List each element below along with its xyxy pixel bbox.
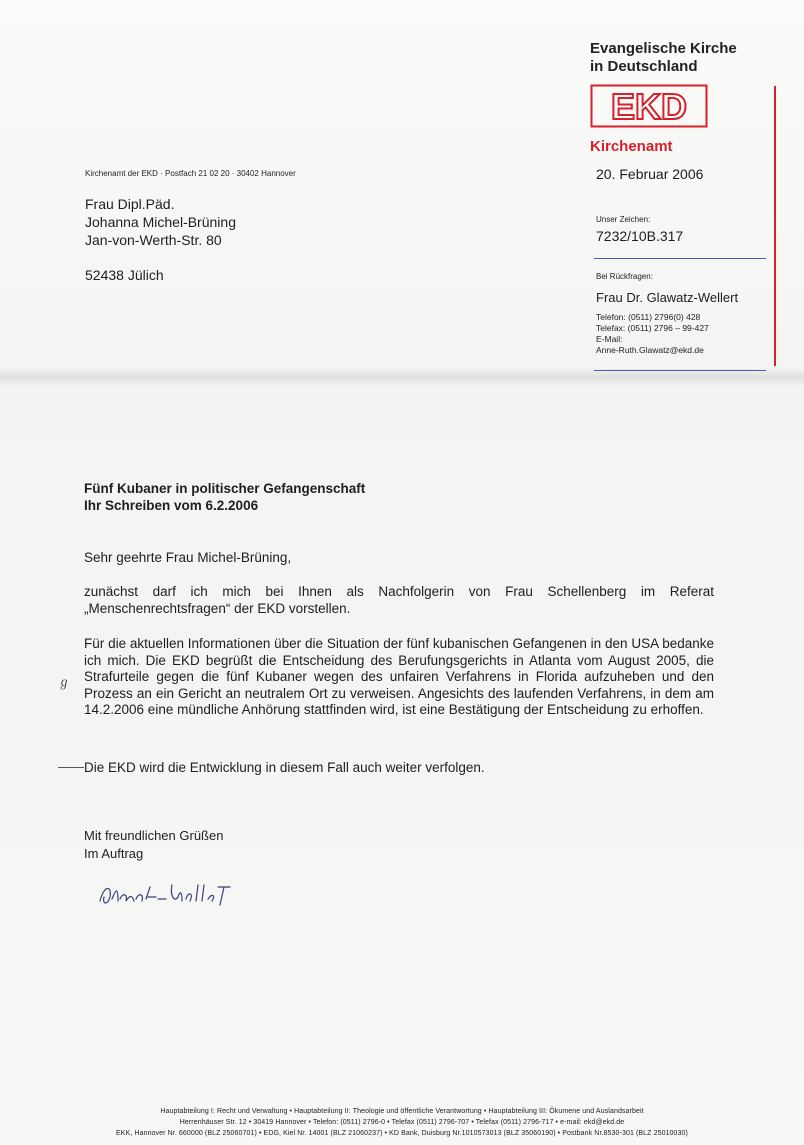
letter-date: 20. Februar 2006 bbox=[596, 166, 704, 182]
recipient-line1: Frau Dipl.Päd. bbox=[85, 196, 175, 212]
footer-address: Herrenhäuser Str. 12 • 30419 Hannover • Telefon: (0511) 2796-0 • Telefax (0511) 2796-707 • Telefax (0511) 2796-717 • e-mail: ekd@ekd.de bbox=[179, 1119, 625, 1126]
subject-line1: Fünf Kubaner in politischer Gefangenschaft bbox=[84, 481, 366, 496]
subject-line2: Ihr Schreiben vom 6.2.2006 bbox=[84, 498, 259, 513]
footer-bank: EKK, Hannover Nr. 660000 (BLZ 25060701) • EDG, Kiel Nr. 14001 (BLZ 21060237) • KD Bank, Duisburg Nr.1010573013 (BLZ 35060190) • Postbank Nr.8530-301 (BLZ 25010030) bbox=[116, 1130, 688, 1137]
contact-label: Bei Rückfragen: bbox=[596, 272, 653, 281]
reference-divider bbox=[594, 258, 766, 259]
contact-fax: Telefax: (0511) 2796 – 99-427 bbox=[596, 323, 709, 333]
reference-label: Unser Zeichen: bbox=[596, 215, 651, 224]
closing-greeting: Mit freundlichen Grüßen bbox=[84, 828, 224, 843]
contact-divider bbox=[594, 370, 766, 371]
contact-name: Frau Dr. Glawatz-Wellert bbox=[596, 290, 739, 305]
paragraph-3: Die EKD wird die Entwicklung in diesem Fall auch weiter verfolgen. bbox=[84, 760, 485, 775]
contact-phone: Telefon: (0511) 2796(0) 428 bbox=[596, 312, 701, 322]
letterhead-red-rule bbox=[774, 86, 776, 366]
footer-departments: Hauptabteilung I: Recht und Verwaltung • Hauptabteilung II: Theologie und öffentliche Verantwortung • Hauptabteilung III: Ökumene und Auslandsarbeit bbox=[160, 1108, 644, 1115]
org-name-line2: in Deutschland bbox=[590, 58, 698, 75]
reference-value: 7232/10B.317 bbox=[596, 228, 684, 244]
recipient-name: Johanna Michel-Brüning bbox=[85, 214, 236, 230]
ekd-logo-text: EKD bbox=[610, 86, 688, 127]
recipient-street: Jan-von-Werth-Str. 80 bbox=[85, 232, 222, 248]
signature bbox=[96, 875, 246, 911]
org-name-line1: Evangelische Kirche bbox=[590, 40, 737, 57]
closing-on-behalf: Im Auftrag bbox=[84, 846, 144, 861]
recipient-city: 52438 Jülich bbox=[85, 267, 164, 283]
margin-mark-icon: ℊ bbox=[58, 675, 71, 689]
department-name: Kirchenamt bbox=[590, 138, 673, 155]
paragraph-2: Für die aktuellen Informationen über die Situation der fünf kubanischen Gefangenen in den USA bedanke ich mich. Die EKD begrüßt die Entscheidung des Berufungsgerichts in Atlanta vom August 2005, die Strafurteile gegen die fünf Kubaner wegen des unfairen Verfahrens in Florida aufzuheben und den Prozess an ein Gericht an neutralem Ort zu verweisen. Angesichts des laufenden Verfahrens, in dem am 14.2.2006 eine mündliche Anhörung stattfinden wird, ist eine Bestätigung der Entscheidung zu erhoffen. bbox=[84, 636, 714, 717]
salutation: Sehr geehrte Frau Michel-Brüning, bbox=[84, 550, 292, 565]
margin-dash bbox=[58, 767, 84, 768]
paragraph-1: zunächst darf ich mich bei Ihnen als Nachfolgerin von Frau Schellenberg im Referat „Menschenrechtsfragen“ der EKD vorstellen. bbox=[84, 584, 714, 616]
contact-email-label: E-Mail: bbox=[596, 334, 623, 344]
sender-return-line: Kirchenamt der EKD · Postfach 21 02 20 · 30402 Hannover bbox=[85, 169, 296, 178]
contact-email: Anne-Ruth.Glawatz@ekd.de bbox=[596, 345, 704, 355]
ekd-logo bbox=[590, 84, 708, 128]
